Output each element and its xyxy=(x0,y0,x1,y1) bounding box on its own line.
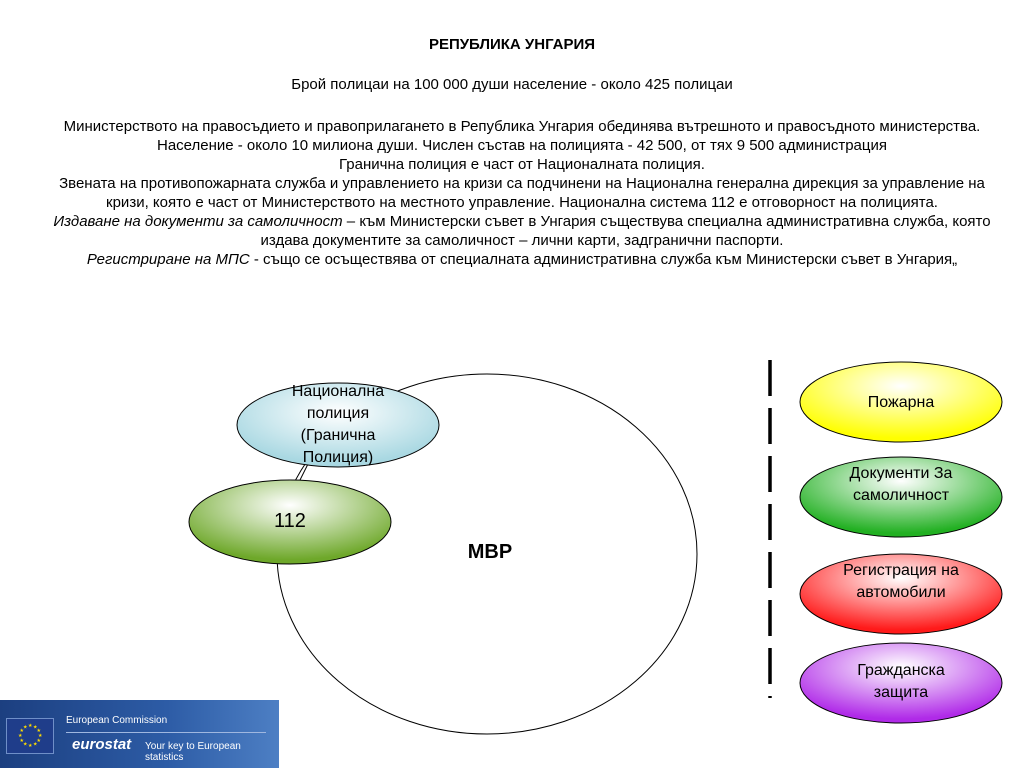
emergency-112-label: 112 xyxy=(274,510,306,532)
paragraph-fire-service: Звената на противопожарната служба и управлението на кризи са подчинени на Национална генерална дирекция за управление на кризи, която е част от Министерството на местното управление. Национална система 112 е отговорност на полицията. xyxy=(59,175,985,211)
svg-text:★: ★ xyxy=(33,724,38,731)
id-documents-label: Документи За самоличност xyxy=(849,465,953,504)
slide-title: РЕПУБЛИКА УНГАРИЯ xyxy=(428,36,596,53)
fire-service-label: Пожарна xyxy=(867,394,935,411)
svg-text:★: ★ xyxy=(23,741,28,748)
svg-text:★: ★ xyxy=(38,733,43,739)
svg-text:★: ★ xyxy=(36,738,41,744)
european-commission-text: European Commission xyxy=(66,715,168,726)
vehicle-registration-label: Регистрация на автомобили xyxy=(843,562,959,601)
vehicle-registration-text: - също се осъществява от специалната административна служба към Министерски съвет в Унгария„ xyxy=(249,251,958,268)
svg-text:★: ★ xyxy=(36,728,41,734)
slide-subtitle: Брой полицаи на 100 000 души население - около 425 полицаи xyxy=(291,76,733,93)
civil-protection-label: Гражданска защита xyxy=(857,662,945,701)
paragraph-population: Население - около 10 милиона души. Числен състав на полицията - 42 500, от тях 9 500 администрация xyxy=(156,137,887,154)
banner-divider xyxy=(66,732,266,733)
svg-text:★: ★ xyxy=(23,724,28,731)
svg-text:★: ★ xyxy=(28,743,33,749)
mvr-label: МВР xyxy=(467,541,513,563)
svg-text:★: ★ xyxy=(18,733,23,739)
svg-text:★: ★ xyxy=(19,728,24,734)
eurostat-tagline: Your key to European statistics xyxy=(145,741,241,763)
id-documents-text: – към Министерски съвет в Унгария съществува специална административна служба, която издава документите за самоличност – лични карти, задгранични паспорти. xyxy=(260,213,991,249)
eurostat-logo-text: eurostat xyxy=(72,736,132,753)
eu-flag-icon xyxy=(6,718,54,754)
paragraph-ministry: Министерството на правосъдието и правоприлагането в Република Унгария обединява вътрешното и правосъдното министерства. xyxy=(63,118,981,135)
svg-text:★: ★ xyxy=(19,738,24,744)
svg-text:★: ★ xyxy=(28,723,33,729)
paragraph-border-police: Гранична полиция е част от Националната полиция. xyxy=(339,156,705,173)
eurostat-banner xyxy=(0,700,279,768)
national-police-label: Национална полиция (Гранична Полиция) xyxy=(291,383,385,466)
id-documents-heading: Издаване на документи за самоличност xyxy=(53,213,343,230)
svg-text:★: ★ xyxy=(33,741,38,748)
vehicle-registration-heading: Регистриране на МПС xyxy=(86,251,250,268)
